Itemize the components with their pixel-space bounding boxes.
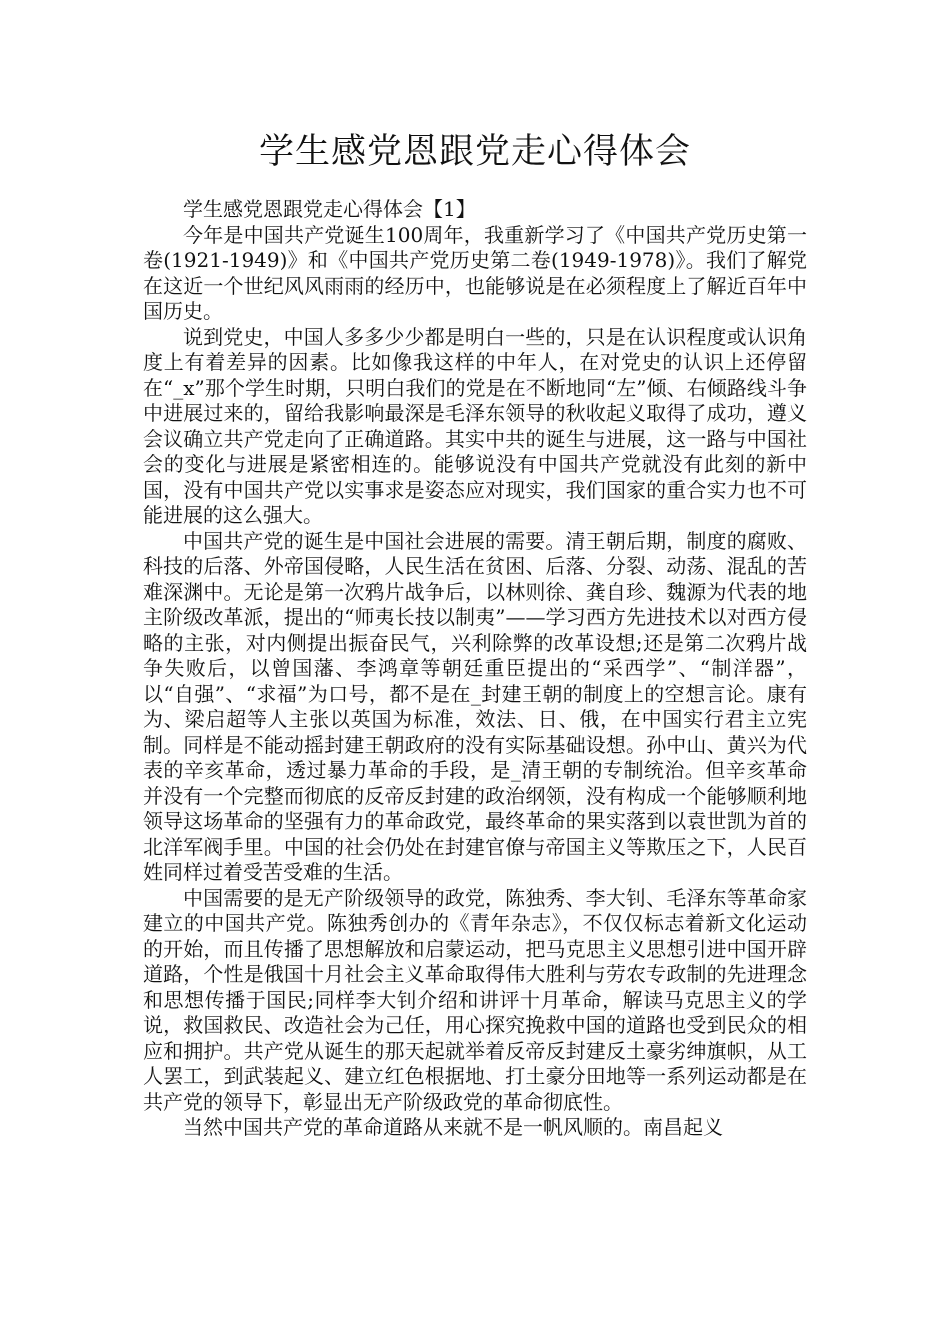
paragraph-3: 中国共产党的诞生是中国社会进展的需要。清王朝后期，制度的腐败、科技的后落、外帝国侵略，人民生活在贫困、后落、分裂、动荡、混乱的苦难深渊中。无论是第一次鸦片战争后，以林则徐、龚自珍、魏源为代表的地主阶级改革派，提出的“师夷长技以制夷”——学习西方先进技术以对西方侵略的主张，对内侧提出振奋民气，兴利除弊的改革设想;还是第二次鸦片战争失败后，以曾国藩、李鸿章等朝廷重臣提出的“采西学”、“制洋器”，以“自强”、“求福”为口号，都不是在_封建王朝的制度上的空想言论。康有为、梁启超等人主张以英国为标准，效法、日、俄，在中国实行君主立宪制。同样是不能动摇封建王朝政府的没有实际基础设想。孙中山、黄兴为代表的辛亥革命，透过暴力革命的手段，是_清王朝的专制统治。但辛亥革命并没有一个完整而彻底的反帝反封建的政治纲领，没有构成一个能够顺利地领导这场革命的坚强有力的革命政党，最终革命的果实落到以袁世凯为首的北洋军阀手里。中国的社会仍处在封建官僚与帝国主义等欺压之下，人民百姓同样过着受苦受难的生活。 xyxy=(143,528,807,884)
paragraph-1: 今年是中国共产党诞生100周年，我重新学习了《中国共产党历史第一卷(1921-1949)》和《中国共产党历史第二卷(1949-1978)》。我们了解党在这近一个世纪风风雨雨的经历中，也能够说是在必须程度上了解近百年中国历史。 xyxy=(143,222,807,323)
document-page xyxy=(143,0,807,1344)
document-title: 学生感党恩跟党走心得体会 xyxy=(258,132,691,172)
paragraph-5: 当然中国共产党的革命道路从来就不是一帆风顺的。南昌起义 xyxy=(183,1115,723,1139)
document-body xyxy=(143,197,807,1141)
section-heading: 学生感党恩跟党走心得体会【1】 xyxy=(183,197,476,221)
paragraph-4: 中国需要的是无产阶级领导的政党，陈独秀、李大钊、毛泽东等革命家建立的中国共产党。陈独秀创办的《青年杂志》，不仅仅标志着新文化运动的开始，而且传播了思想解放和启蒙运动，把马克思主义思想引进中国开辟道路，个性是俄国十月社会主义革命取得伟大胜利与劳农专政制的先进理念和思想传播于国民;同样李大钊介绍和讲评十月革命，解读马克思主义的学说，救国救民、改造社会为己任，用心探究挽救中国的道路也受到民众的相应和拥护。共产党从诞生的那天起就举着反帝反封建反土豪劣绅旗帜，从工人罢工，到武装起义、建立红色根据地、打土豪分田地等一系列运动都是在共产党的领导下，彰显出无产阶级政党的革命彻底性。 xyxy=(143,885,807,1114)
paragraph-2: 说到党史，中国人多多少少都是明白一些的，只是在认识程度或认识角度上有着差异的因素。比如像我这样的中年人，在对党史的认识上还停留在“_x”那个学生时期，只明白我们的党是在不断地同“左”倾、右倾路线斗争中进展过来的，留给我影响最深是毛泽东领导的秋收起义取得了成功，遵义会议确立共产党走向了正确道路。其实中共的诞生与进展，这一路与中国社会的变化与进展是紧密相连的。能够说没有中国共产党就没有此刻的新中国，没有中国共产党以实事求是姿态应对现实，我们国家的重合实力也不可能进展的这么强大。 xyxy=(143,324,807,527)
